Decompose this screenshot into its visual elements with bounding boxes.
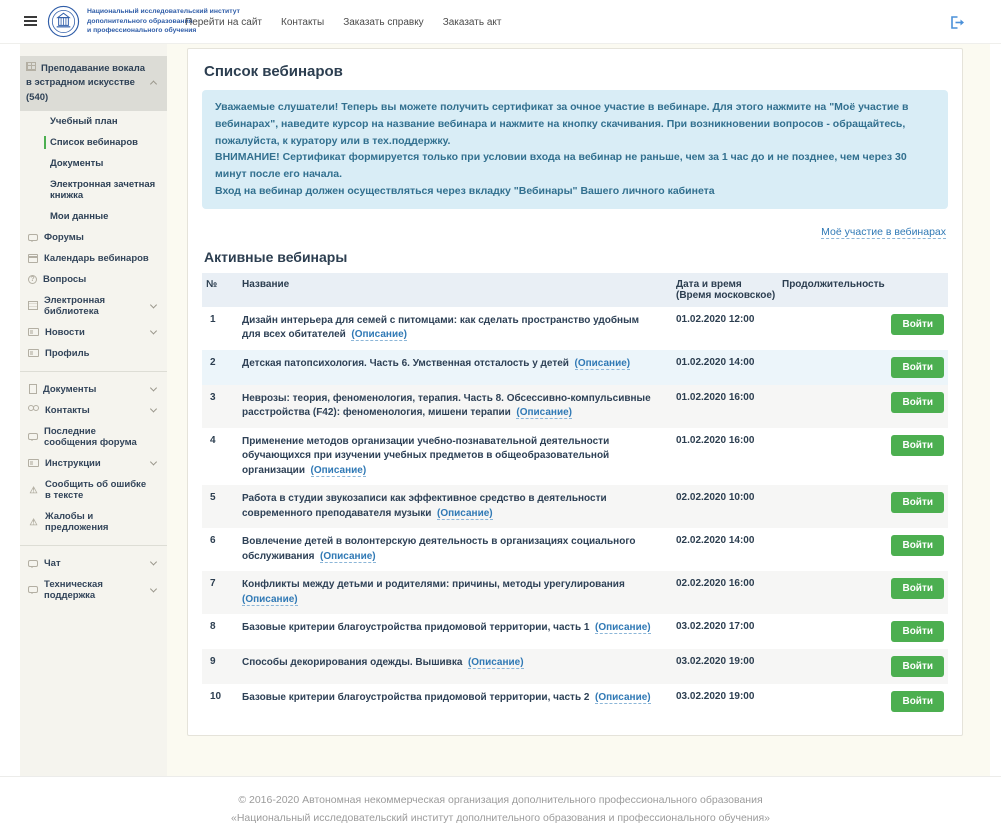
webinar-title-text: Дизайн интерьера для семей с питомцами: как сделать пространство удобным для всех обитателей <box>242 314 640 341</box>
question-icon: ? <box>28 275 37 284</box>
sidebar-item-course-vocal[interactable] <box>20 56 167 111</box>
action-cell <box>888 392 944 413</box>
notice-paragraph-1: Уважаемые слушатели! Теперь вы можете получить сертификат за очное участие в вебинаре. Для этого нажмите на "Моё участие в вебинарах", наведите курсор на название вебинара и нажмите на кнопку скачивания. При возникновении вопросов - обращайтесь, пожалуйста, к куратору или в тех.поддержку. <box>215 101 909 147</box>
top-nav-link-1[interactable]: Контакты <box>281 16 325 28</box>
webinar-title-text: Работа в студии звукозаписи как эффективное средство в деятельности современного преподавателя музыки <box>242 493 607 519</box>
col-header-datetime: Дата и время (Время московское) <box>676 278 776 301</box>
webinar-title <box>242 492 670 521</box>
webinar-datetime: 01.02.2020 16:00 <box>676 434 755 446</box>
webinar-datetime: 03.02.2020 19:00 <box>676 691 755 703</box>
description-link[interactable]: (Описание) <box>320 550 376 562</box>
sidebar-item-label: Контакты <box>45 404 90 416</box>
institute-emblem-icon <box>47 5 80 38</box>
webinar-title <box>242 656 670 671</box>
hamburger-menu-icon[interactable] <box>24 20 37 22</box>
idcard-icon <box>28 349 39 357</box>
sidebar-item-label: Учебный план <box>50 115 118 127</box>
chevron-down-icon <box>150 559 157 566</box>
row-number: 10 <box>210 691 222 703</box>
webinars-table <box>202 273 948 720</box>
row-number: 7 <box>210 578 216 590</box>
sidebar-item-tech-support[interactable] <box>20 574 167 606</box>
news-icon <box>28 459 39 467</box>
sidebar-item-my-data[interactable] <box>20 206 167 227</box>
row-number: 4 <box>210 434 216 446</box>
table-row <box>202 307 948 350</box>
sidebar-item-e-library[interactable] <box>20 290 167 322</box>
action-cell <box>888 435 944 456</box>
sidebar <box>20 44 167 776</box>
action-cell <box>888 621 944 642</box>
table-row <box>202 614 948 649</box>
table-row <box>202 350 948 385</box>
sidebar-item-curriculum[interactable] <box>20 111 167 132</box>
description-link[interactable]: (Описание) <box>595 692 651 704</box>
active-webinars-title: Активные вебинары <box>204 248 348 265</box>
enter-webinar-button[interactable]: Войти <box>891 314 944 335</box>
page-body <box>0 44 1001 776</box>
description-link[interactable]: (Описание) <box>467 657 524 669</box>
col-header-number: № <box>206 278 218 290</box>
table-row <box>202 385 948 428</box>
warning-icon: ⚠ <box>29 516 38 527</box>
top-nav-link-2[interactable]: Заказать справку <box>343 16 424 28</box>
webinar-datetime: 03.02.2020 19:00 <box>676 656 755 668</box>
webinar-datetime: 02.02.2020 14:00 <box>676 535 755 547</box>
sidebar-item-label: Инструкции <box>45 457 101 469</box>
sidebar-item-label: Список вебинаров <box>50 136 138 148</box>
table-row <box>202 649 948 684</box>
enter-webinar-button[interactable]: Войти <box>891 656 944 677</box>
sidebar-item-documents[interactable] <box>20 153 167 174</box>
chat-icon <box>28 586 38 593</box>
sidebar-item-gradebook[interactable] <box>20 174 167 206</box>
sidebar-item-label: Мои данные <box>50 210 109 222</box>
sidebar-item-label: Форумы <box>44 231 84 243</box>
grid-icon <box>26 62 36 71</box>
my-participation-link[interactable]: Моё участие в вебинарах <box>821 225 946 238</box>
sidebar-item-forum-latest[interactable] <box>20 421 167 453</box>
document-icon <box>29 384 37 394</box>
footer <box>0 776 1001 827</box>
action-cell <box>888 357 944 378</box>
action-cell <box>888 656 944 677</box>
row-number: 9 <box>210 656 216 668</box>
webinar-title <box>242 392 670 421</box>
sidebar-item-documents-common[interactable] <box>20 379 167 400</box>
chevron-down-icon <box>150 328 157 335</box>
sidebar-divider <box>20 371 167 372</box>
sidebar-item-webinar-calendar[interactable] <box>20 248 167 269</box>
sidebar-item-label: Сообщить об ошибке в тексте <box>45 478 147 501</box>
table-row <box>202 428 948 486</box>
enter-webinar-button[interactable]: Войти <box>891 357 944 378</box>
sidebar-item-label: Профиль <box>45 347 90 359</box>
chevron-down-icon <box>150 385 157 392</box>
webinar-datetime: 02.02.2020 16:00 <box>676 578 755 590</box>
sidebar-item-news[interactable] <box>20 322 167 343</box>
sidebar-item-forums[interactable] <box>20 227 167 248</box>
description-link[interactable]: (Описание) <box>516 407 573 419</box>
logo-text: Национальный исследовательский институт дополнительного образования и профессионального обучения <box>87 7 240 35</box>
webinar-title <box>242 435 670 479</box>
footer-copyright-line1: © 2016-2020 Автономная некоммерческая организация дополнительного профессионального образования <box>238 794 763 807</box>
top-navigation <box>185 0 501 44</box>
col-header-duration: Продолжительность <box>782 278 885 290</box>
warning-icon: ⚠ <box>29 484 38 495</box>
description-link[interactable]: (Описание) <box>595 622 651 634</box>
sidebar-item-report-error[interactable] <box>20 474 167 506</box>
webinar-title-text: Применение методов организации учебно-познавательной деятельности обучающихся при изучении учебных предметов в общеобразовательной организации <box>242 435 610 476</box>
sidebar-item-label: Техническая поддержка <box>44 578 103 601</box>
my-participation-row <box>202 222 946 240</box>
notice-box <box>202 90 948 209</box>
logout-icon[interactable] <box>950 16 965 29</box>
left-gutter <box>0 44 20 776</box>
enter-webinar-button[interactable]: Войти <box>891 392 944 413</box>
row-number: 5 <box>210 492 216 504</box>
webinar-title-text: Неврозы: теория, феноменология, терапия. Часть 8. Обсессивно-компульсивные расстройства (F42): феноменология, мишени терапии <box>242 392 651 419</box>
action-cell <box>888 578 944 599</box>
sidebar-item-label: Преподавание вокала в эстрадном искусстве (540) <box>26 63 146 103</box>
sidebar-item-label: Документы <box>43 383 97 395</box>
row-number: 6 <box>210 535 216 547</box>
notice-paragraph-3: Вход на вебинар должен осуществляться через вкладку "Вебинары" Вашего личного кабинета <box>215 184 715 197</box>
description-link[interactable]: (Описание) <box>351 329 408 341</box>
enter-webinar-button[interactable]: Войти <box>891 535 944 556</box>
webinar-datetime: 02.02.2020 10:00 <box>676 492 755 504</box>
chat-icon <box>28 560 38 567</box>
sidebar-item-instructions[interactable] <box>20 453 167 474</box>
sidebar-item-label: Вопросы <box>43 273 87 285</box>
webinar-title-text: Базовые критерии благоустройства придомовой территории, часть 2 <box>242 692 596 704</box>
chevron-up-icon <box>150 81 157 88</box>
sidebar-item-profile[interactable] <box>20 343 167 364</box>
row-number: 2 <box>210 356 216 368</box>
table-row <box>202 485 948 528</box>
sidebar-item-label: Чат <box>44 557 61 569</box>
webinar-title-text: Конфликты между детьми и родителями: причины, методы урегулирования <box>242 579 628 591</box>
webinar-datetime: 03.02.2020 17:00 <box>676 621 755 633</box>
sidebar-item-chat[interactable] <box>20 553 167 574</box>
webinar-title-text: Детская патопсихология. Часть 6. Умственная отсталость у детей <box>242 357 575 369</box>
main-area <box>167 44 990 776</box>
enter-webinar-button[interactable]: Войти <box>891 578 944 599</box>
enter-webinar-button[interactable]: Войти <box>891 492 944 513</box>
sidebar-item-label: Календарь вебинаров <box>44 252 149 264</box>
webinar-title <box>242 578 670 607</box>
footer-copyright-line2: «Национальный исследовательский институт дополнительного образования и профессионального обучения» <box>230 811 771 824</box>
action-cell <box>888 535 944 556</box>
chat-icon <box>28 234 38 241</box>
webinar-title-text: Вовлечение детей в волонтерскую деятельность в организациях социального обслуживания <box>242 536 636 562</box>
webinar-datetime: 01.02.2020 14:00 <box>676 356 755 368</box>
sidebar-item-label: Документы <box>50 157 104 169</box>
webinar-title-text: Базовые критерии благоустройства придомовой территории, часть 1 <box>242 622 596 634</box>
enter-webinar-button[interactable]: Войти <box>891 435 944 456</box>
description-link[interactable]: (Описание) <box>242 593 298 605</box>
calendar-icon <box>28 254 38 263</box>
row-number: 1 <box>210 313 216 325</box>
sidebar-item-questions[interactable] <box>20 269 167 290</box>
sidebar-item-label: Жалобы и предложения <box>45 510 109 533</box>
action-cell <box>888 691 944 712</box>
table-header-row <box>202 273 948 307</box>
notice-paragraph-2: ВНИМАНИЕ! Сертификат формируется только при условии входа на вебинар не раньше, чем за 1 час до и не позднее, чем через 30 минут после его начала. <box>215 151 907 181</box>
content-card <box>187 48 963 736</box>
sidebar-item-label: Последние сообщения форума <box>44 425 137 448</box>
enter-webinar-button[interactable]: Войти <box>891 621 944 642</box>
chevron-down-icon <box>150 459 157 466</box>
webinar-datetime: 01.02.2020 12:00 <box>676 313 755 325</box>
top-header <box>0 0 1001 44</box>
news-icon <box>28 328 39 336</box>
sidebar-item-webinar-list[interactable] <box>20 132 167 153</box>
sidebar-item-label: Электронная зачетная книжка <box>50 178 156 201</box>
chevron-down-icon <box>150 301 157 308</box>
webinar-title <box>242 535 670 564</box>
users-icon <box>28 405 39 415</box>
page-title: Список вебинаров <box>204 63 343 80</box>
action-cell <box>888 492 944 513</box>
table-row <box>202 528 948 571</box>
row-number: 3 <box>210 391 216 403</box>
book-icon <box>28 301 38 310</box>
chevron-down-icon <box>150 406 157 413</box>
row-number: 8 <box>210 621 216 633</box>
action-cell <box>888 314 944 335</box>
top-nav-link-3[interactable]: Заказать акт <box>442 16 502 28</box>
webinar-title-text: Способы декорирования одежды. Вышивка <box>242 657 468 669</box>
sidebar-item-contacts[interactable] <box>20 400 167 421</box>
webinar-title <box>242 357 670 372</box>
webinar-title <box>242 691 670 706</box>
sidebar-item-label: Электронная библиотека <box>44 294 106 317</box>
description-link[interactable]: (Описание) <box>574 357 631 369</box>
description-link[interactable]: (Описание) <box>310 464 367 476</box>
webinar-datetime: 01.02.2020 16:00 <box>676 391 755 403</box>
enter-webinar-button[interactable]: Войти <box>891 691 944 712</box>
top-nav-link-0[interactable]: Перейти на сайт <box>185 16 262 28</box>
webinar-title <box>242 621 670 636</box>
description-link[interactable]: (Описание) <box>436 507 493 519</box>
chevron-down-icon <box>150 585 157 592</box>
chat-icon <box>28 433 38 440</box>
sidebar-item-complaints[interactable] <box>20 506 167 538</box>
sidebar-divider <box>20 545 167 546</box>
table-row <box>202 684 948 719</box>
sidebar-item-label: Новости <box>45 326 85 338</box>
table-row <box>202 571 948 614</box>
col-header-name: Название <box>242 278 290 290</box>
webinar-title <box>242 314 670 343</box>
